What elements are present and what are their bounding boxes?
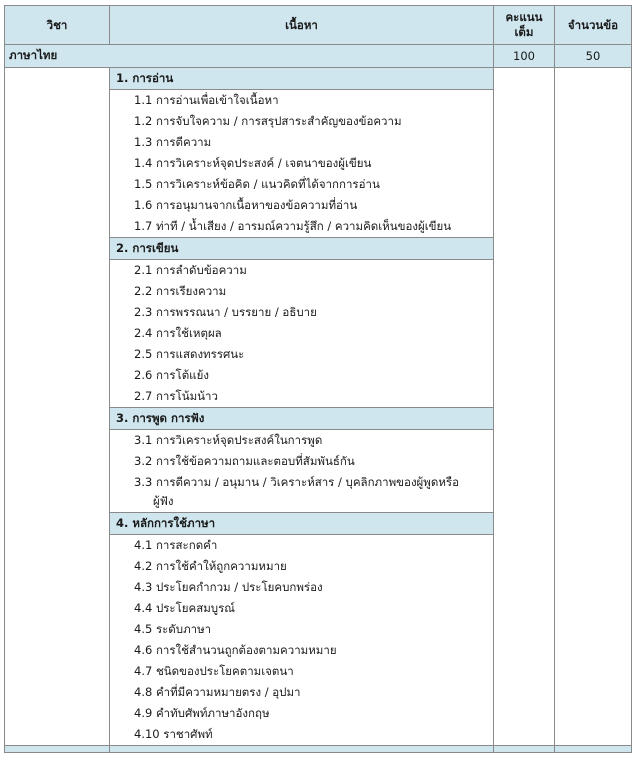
list-item: 4.1 การสะกดคำ (134, 538, 218, 552)
footer-cell (110, 746, 494, 753)
list-item: 2.1 การลำดับข้อความ (134, 263, 247, 277)
list-item: 1.7 ท่าที / น้ำเสียง / อารมณ์ความรู้สึก / ความคิดเห็นของผู้เขียน (134, 219, 452, 233)
score-blank-cell (494, 68, 555, 746)
footer-cell (555, 746, 632, 753)
list-item: 1.4 การวิเคราะห์จุดประสงค์ / เจตนาของผู้เขียน (134, 156, 372, 170)
section-title: 3. การพูด การฟัง (110, 407, 493, 430)
header-subject: วิชา (5, 6, 110, 45)
subject-questions: 50 (555, 45, 632, 68)
syllabus-sheet (4, 5, 631, 759)
list-item: 3.2 การใช้ข้อความถามและตอบที่สัมพันธ์กัน (134, 454, 355, 468)
list-item: 2.7 การโน้มน้าว (134, 389, 218, 403)
list-item: 2.3 การพรรณนา / บรรยาย / อธิบาย (134, 305, 317, 319)
list-item-continuation: ผู้ฟัง (153, 494, 174, 508)
list-item: 3.1 การวิเคราะห์จุดประสงค์ในการพูด (134, 433, 323, 447)
header-full-score: คะแนนเต็ม (494, 6, 555, 45)
list-item: 1.5 การวิเคราะห์ข้อคิด / แนวคิดที่ได้จากการอ่าน (134, 177, 380, 191)
list-item: 2.6 การโต้แย้ง (134, 368, 209, 382)
subject-name-text: ภาษาไทย (9, 48, 58, 62)
list-item: 4.2 การใช้คำให้ถูกความหมาย (134, 559, 287, 573)
content-cell (110, 68, 494, 746)
questions-blank-cell (555, 68, 632, 746)
list-item: 1.3 การตีความ (134, 135, 212, 149)
list-item-line: 3.3 การตีความ / อนุมาน / วิเคราะห์สาร / บุคลิกภาพของผู้พูดหรือ (134, 475, 460, 489)
footer-cell (494, 746, 555, 753)
list-item: 2.2 การเรียงความ (134, 284, 227, 298)
content-row (5, 68, 632, 746)
list-item: 4.5 ระดับภาษา (134, 622, 212, 636)
syllabus-table (4, 5, 632, 753)
list-item: 4.3 ประโยคกำกวม / ประโยคบกพร่อง (134, 580, 323, 594)
header-content: เนื้อหา (110, 6, 494, 45)
list-item: 4.7 ชนิดของประโยคตามเจตนา (134, 664, 294, 678)
list-item-wrapped (110, 472, 493, 512)
list-item: 4.8 คำที่มีความหมายตรง / อุปมา (134, 685, 301, 699)
subject-score: 100 (494, 45, 555, 68)
header-num-questions: จำนวนข้อ (555, 6, 632, 45)
list-item: 4.9 คำทับศัพท์ภาษาอังกฤษ (134, 706, 270, 720)
list-item: 4.6 การใช้สำนวนถูกต้องตามความหมาย (134, 643, 337, 657)
footer-cell (5, 746, 110, 753)
list-item: 1.2 การจับใจความ / การสรุปสาระสำคัญของข้อความ (134, 114, 402, 128)
list-item: 1.6 การอนุมานจากเนื้อหาของข้อความที่อ่าน (134, 198, 358, 212)
list-item: 2.4 การใช้เหตุผล (134, 326, 222, 340)
list-item: 4.4 ประโยคสมบูรณ์ (134, 601, 235, 615)
section-title: 1. การอ่าน (110, 68, 493, 90)
footer-row (5, 746, 632, 753)
header-row (5, 6, 632, 45)
list-item: 1.1 การอ่านเพื่อเข้าใจเนื้อหา (134, 93, 279, 107)
list-item: 4.10 ราชาศัพท์ (134, 727, 213, 741)
subject-name (5, 45, 494, 68)
subject-blank-cell (5, 68, 110, 746)
subject-row (5, 45, 632, 68)
list-item: 2.5 การแสดงทรรศนะ (134, 347, 245, 361)
section-title: 2. การเขียน (110, 237, 493, 260)
section-title: 4. หลักการใช้ภาษา (110, 512, 493, 535)
